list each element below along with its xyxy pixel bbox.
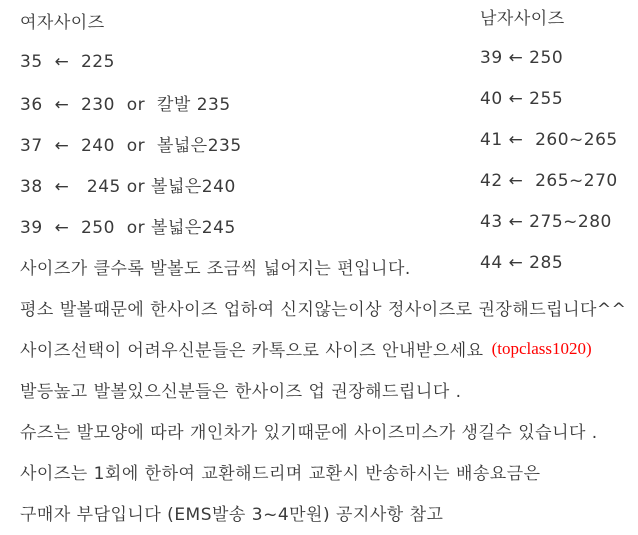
note-exchange-policy: 사이즈는 1회에 한하여 교환해드리며 교환시 반송하시는 배송요금은 — [20, 464, 541, 484]
men-size-row-39: 39 ← 250 — [480, 47, 564, 68]
note-high-instep: 발등높고 발볼있으신분들은 한사이즈 업 권장해드립니다 . — [20, 382, 462, 402]
note-kakao-guide-text: 사이즈선택이 어려우신분들은 카톡으로 사이즈 안내받으세요 — [20, 341, 484, 361]
note-width-increase: 사이즈가 클수록 발볼도 조금씩 넓어지는 편입니다. — [20, 259, 411, 279]
men-size-row-40: 40 ← 255 — [480, 88, 564, 109]
note-buyer-pays-shipping: 구매자 부담입니다 (EMS발송 3~4만원) 공지사항 참고 — [20, 505, 444, 525]
men-size-row-42: 42 ← 265~270 — [480, 170, 618, 191]
note-size-miss: 슈즈는 발모양에 따라 개인차가 있기때문에 사이즈미스가 생길수 있습니다 . — [20, 423, 598, 443]
men-size-row-41: 41 ← 260~265 — [480, 129, 618, 150]
women-size-row-37: 37 ← 240 or 볼넓은235 — [20, 136, 242, 156]
women-size-row-39: 39 ← 250 or 볼넓은245 — [20, 218, 236, 238]
women-size-row-35: 35 ← 225 — [20, 51, 115, 72]
women-size-row-36: 36 ← 230 or 칼발 235 — [20, 95, 231, 115]
men-size-row-43: 43 ← 275~280 — [480, 211, 612, 232]
men-sizes-column — [480, 0, 618, 283]
women-sizes-title: 여자사이즈 — [20, 13, 105, 33]
men-sizes-title: 남자사이즈 — [480, 9, 565, 29]
kakao-id: (topclass1020) — [491, 338, 592, 358]
women-size-row-38: 38 ← 245 or 볼넓은240 — [20, 177, 236, 197]
note-kakao-guide — [20, 328, 638, 369]
note-recommend-true-size: 평소 발볼때문에 한사이즈 업하여 신지않는이상 정사이즈로 권장해드립니다^^ — [20, 300, 627, 320]
men-size-row-44: 44 ← 285 — [480, 252, 564, 273]
